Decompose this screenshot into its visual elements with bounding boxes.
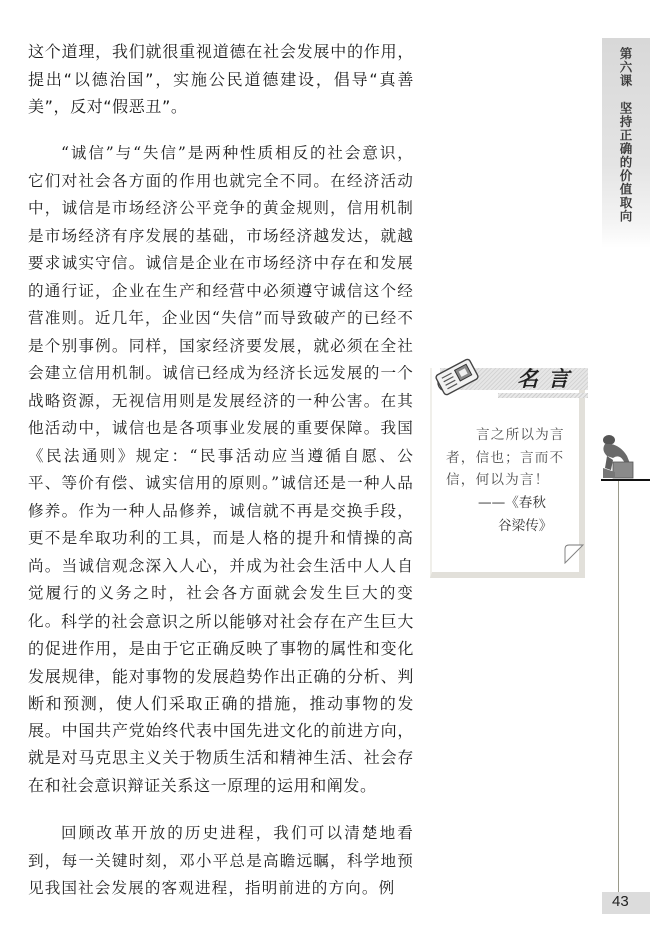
page-curl-icon: [563, 543, 585, 565]
chapter-lesson-number: 第六课: [618, 47, 633, 88]
margin-vertical-rule: [618, 481, 619, 893]
body-paragraph-3: 科学的社会意识之所以能够对社会存在产生巨大的促进作用，是由于它正确反映了事物的属性和变化发展规律，能对事物的发展趋势作出正确的分析、判断和预测，使人们采取正确的措施，推动事物的发展。中国共产党始终代表中国先进文化的前进方向，就是对马克思主义关于物质生活和精神生活、社会存在和社会意识辩证关系这一原理的运用和阐发。: [28, 612, 414, 795]
chapter-title: [616, 47, 634, 223]
body-paragraph-4: 回顾改革开放的历史进程，我们可以清楚地看到，每一关键时刻，邓小平总是高瞻远瞩，科学地预见我国社会发展的客观进程，指明前进的方向。例: [28, 824, 414, 897]
page-number: 43: [612, 893, 629, 910]
quote-text: 言之所以为言者，信也；言而不信，何以为言！: [446, 427, 565, 488]
body-paragraph-1: 这个道理，我们就很重视道德在社会发展中的作用，提出“以德治国”，实施公民道德建设，倡导“真善美”，反对“假恶丑”。: [28, 42, 414, 117]
quote-header-underline: [498, 393, 588, 398]
quote-heading: 名言: [517, 367, 579, 391]
margin-horizontal-rule: [601, 479, 650, 481]
newspaper-icon: [432, 354, 482, 400]
quote-source-line-2: 谷梁传》: [498, 517, 553, 534]
body-paragraph-2: “诚信”与“失信”是两种性质相反的社会意识，它们对社会各方面的作用也就完全不同。在经济活动中，诚信是市场经济公平竞争的黄金规则，信用机制是市场经济有序发展的基础，市场经济越发达，就越要求诚实守信。诚信是企业在市场经济中存在和发展的通行证，企业在生产和经营中必须遵守诚信这个经营准则。近几年，企业因“失信”而导致破产的已经不是个别事例。同样，国家经济要发展，就必须在全社会建立信用机制。诚信已经成为经济长远发展的一个战略资源，无视信用则是发展经济的一种公害。在其他活动中，诚信也是各项事业发展的重要保障。我国《民法通则》规定：“民事活动应当遵循自愿、公平、等价有偿、诚实信用的原则。”诚信还是一种人品修养。作为一种人品修养，诚信就不再是交换手段，更不是牟取功利的工具，而是人格的提升和情操的高尚。当诚信观念深入人心，并成为社会生活中人人自觉履行的义务之时，社会各方面就会发生巨大的变化。: [28, 144, 414, 630]
thinker-statue-icon: [597, 432, 637, 480]
quote-source: [478, 492, 598, 537]
quote-source-line-1: ——《春秋: [478, 495, 546, 511]
chapter-lesson-title: 坚持正确的价值取向: [618, 101, 633, 223]
